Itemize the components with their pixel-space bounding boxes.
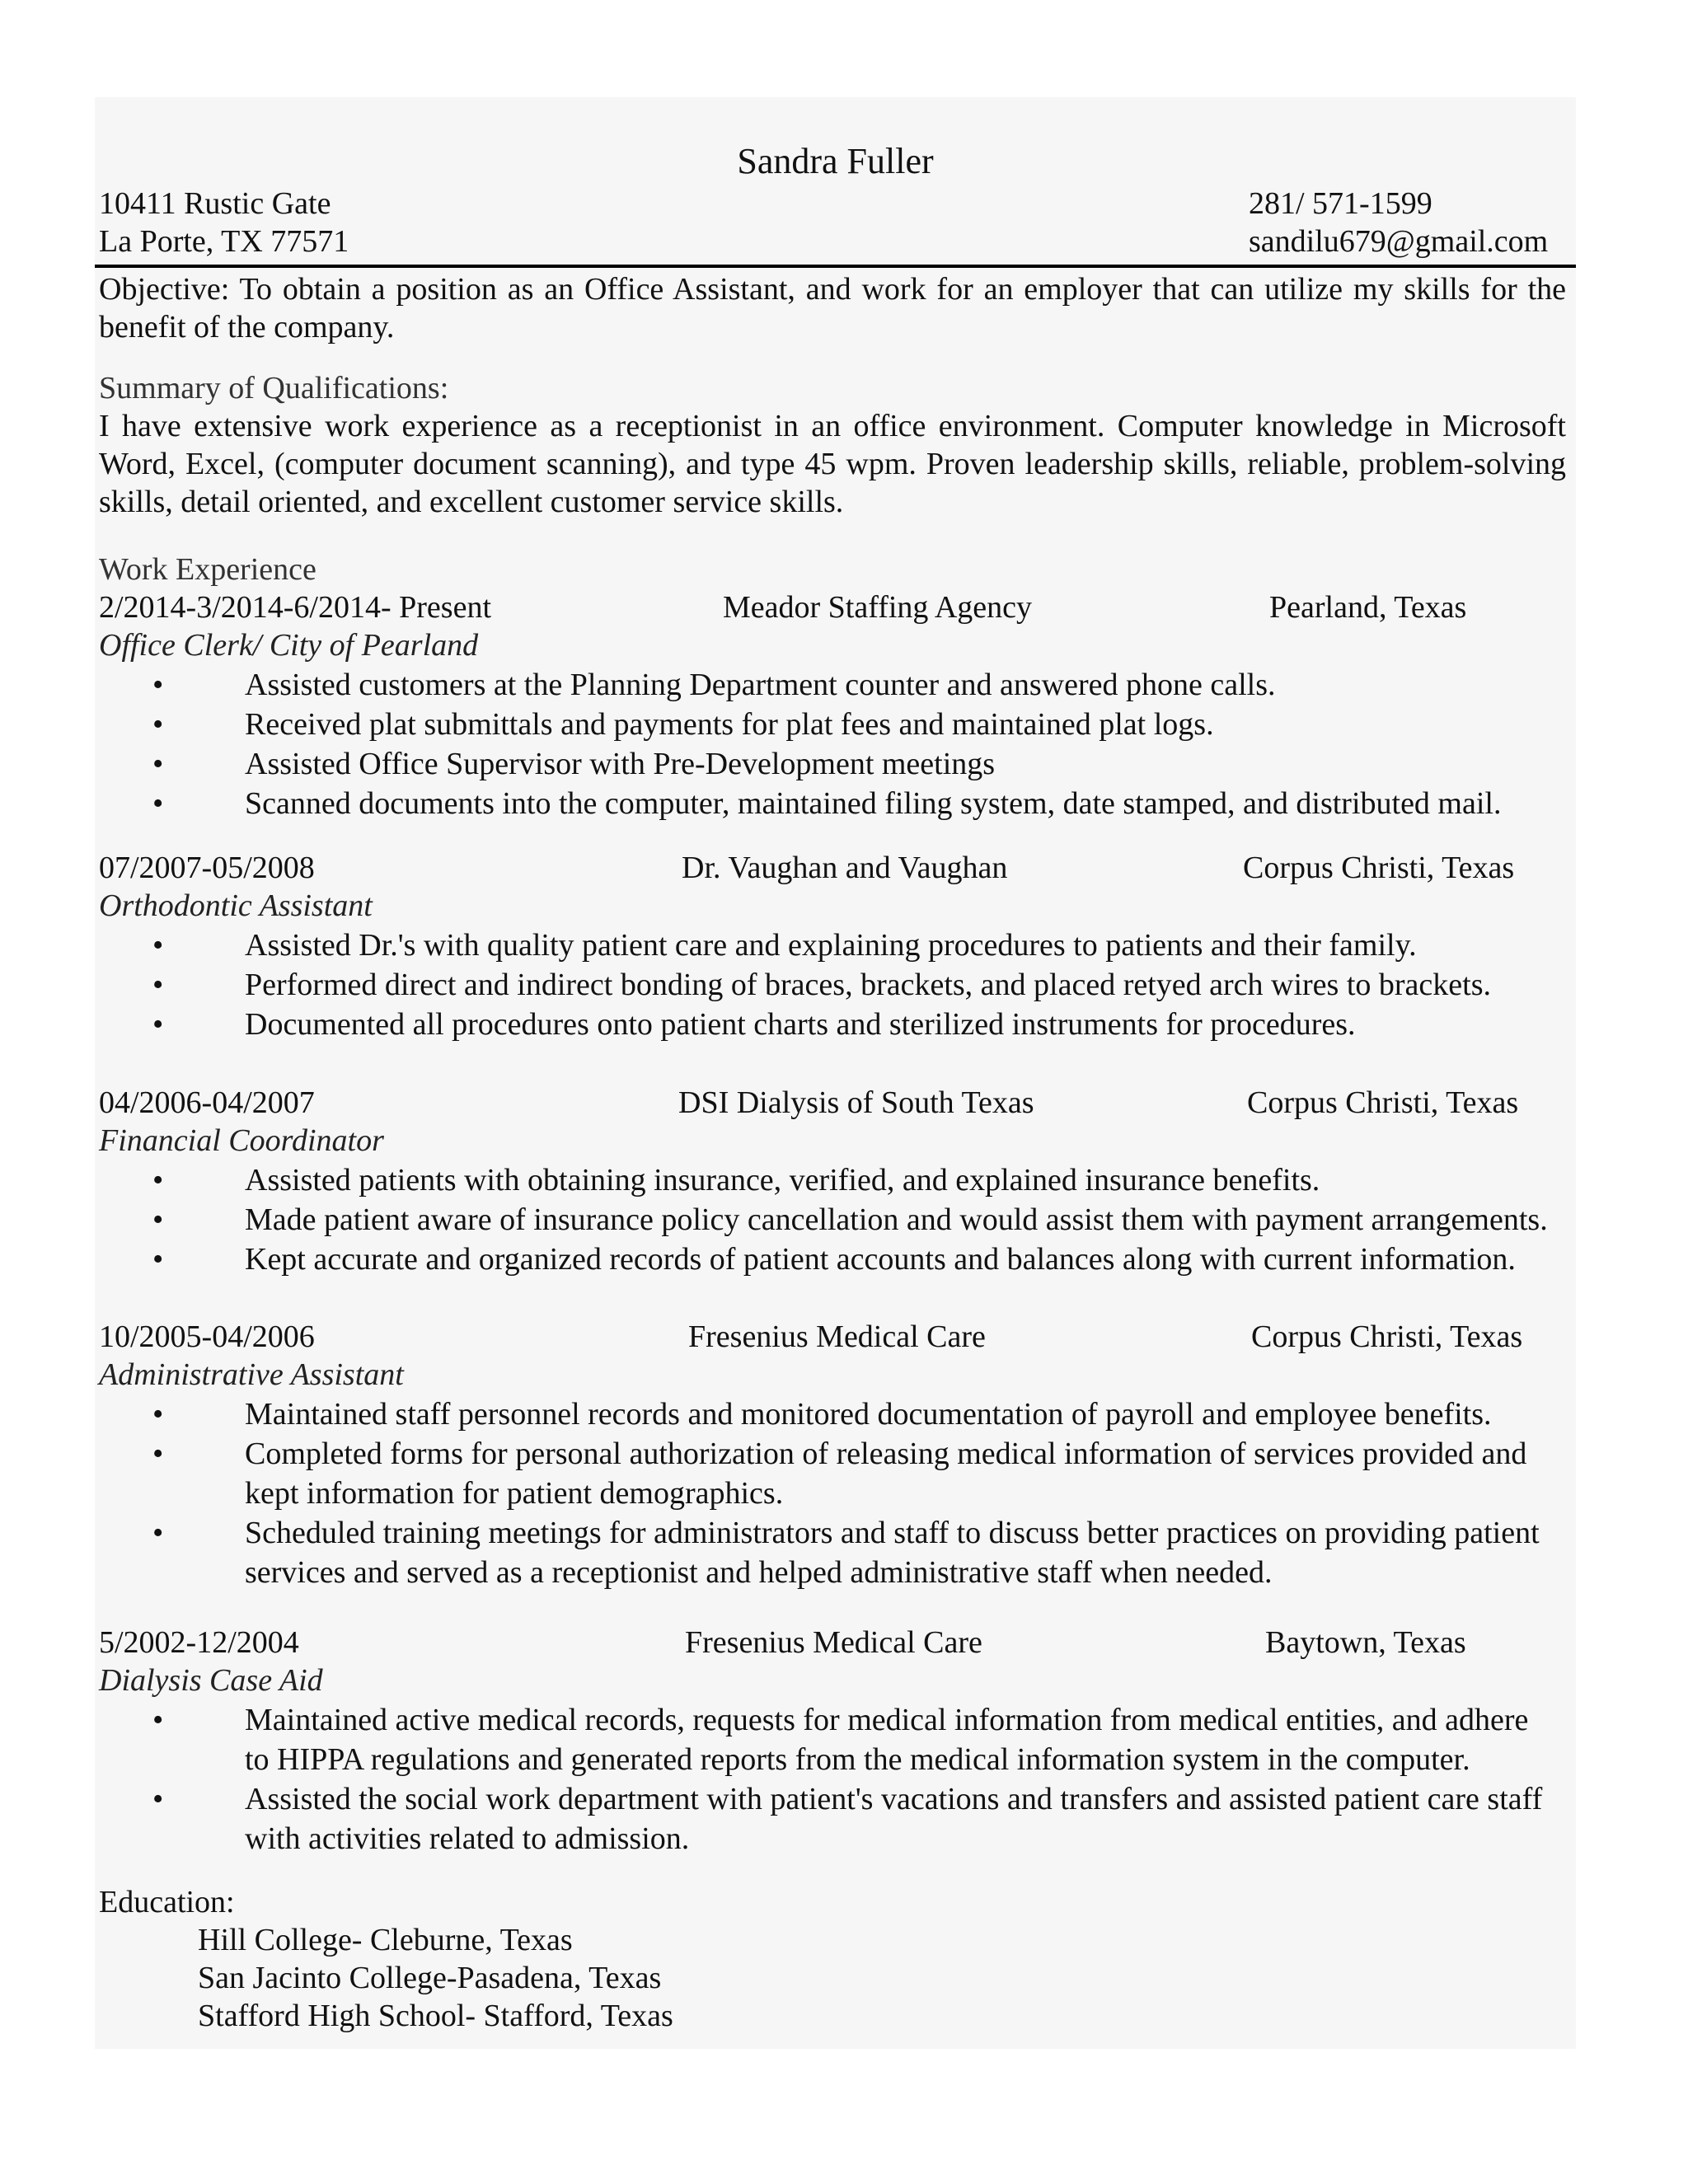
bullet-icon: • [152, 1202, 164, 1237]
job-title: Financial Coordinator [99, 1123, 384, 1158]
job-location: Corpus Christi, Texas [1251, 1319, 1523, 1354]
job-title: Orthodontic Assistant [99, 888, 373, 923]
list-item: • Maintained active medical records, requests for medical information from medical entities, and adhere to HIPPA regulations and generated reports from the medical information system in the computer. [144, 1700, 1554, 1779]
summary-text: I have extensive work experience as a receptionist in an office environment. Computer knowledge in Microsoft Word, Excel, (computer document scanning), and type 45 wpm. Proven leadership skills, reliable, problem-solving skills, detail oriented, and excellent customer service skills. [99, 409, 1566, 519]
job-location: Baytown, Texas [1265, 1625, 1466, 1660]
school-item: Hill College- Cleburne, Texas [198, 1923, 573, 1957]
bullet-icon: • [152, 1436, 164, 1471]
bullet-icon: • [152, 928, 164, 963]
bullet-icon: • [152, 707, 164, 742]
bullet-icon: • [152, 1242, 164, 1277]
job-duties-list [144, 1394, 1554, 1592]
education-heading: Education: [99, 1885, 235, 1919]
list-item: • Scheduled training meetings for administrators and staff to discuss better practices on providing patient services and served as a receptionist and helped administrative staff when needed. [144, 1513, 1554, 1592]
work-experience-heading: Work Experience [99, 552, 316, 587]
school-item: Stafford High School- Stafford, Texas [198, 1999, 673, 2033]
school-item: San Jacinto College-Pasadena, Texas [198, 1961, 662, 1995]
job-duties-list [144, 1160, 1554, 1279]
bullet-icon: • [152, 668, 164, 702]
email-address: sandilu679@gmail.com [1249, 224, 1549, 259]
job-dates: 2/2014-3/2014-6/2014- Present [99, 590, 492, 625]
list-item: • Kept accurate and organized records of patient accounts and balances along with current information. [144, 1240, 1554, 1279]
job-location: Corpus Christi, Texas [1247, 1085, 1519, 1120]
job-location: Pearland, Texas [1269, 590, 1467, 625]
job-dates: 10/2005-04/2006 [99, 1319, 315, 1354]
objective-text: Objective: To obtain a position as an Office Assistant, and work for an employer that can utilize my skills for the benefit of the company. [99, 272, 1566, 344]
list-item: • Maintained staff personnel records and monitored documentation of payroll and employee benefits. [144, 1394, 1554, 1434]
job-title: Office Clerk/ City of Pearland [99, 628, 479, 663]
header-divider [95, 265, 1576, 268]
job-employer: DSI Dialysis of South Texas [678, 1085, 1034, 1120]
list-item: • Made patient aware of insurance policy cancellation and would assist them with payment arrangements. [144, 1200, 1554, 1240]
list-item: • Received plat submittals and payments for plat fees and maintained plat logs. [144, 705, 1554, 744]
address-line-2: La Porte, TX 77571 [99, 224, 349, 259]
bullet-icon: • [152, 1397, 164, 1432]
job-employer: Dr. Vaughan and Vaughan [682, 851, 1008, 885]
summary-heading: Summary of Qualifications: [99, 371, 449, 405]
list-item: • Documented all procedures onto patient charts and sterilized instruments for procedures. [144, 1005, 1554, 1044]
job-duties-list [144, 665, 1554, 823]
job-dates: 04/2006-04/2007 [99, 1085, 315, 1120]
job-title: Administrative Assistant [99, 1357, 404, 1392]
candidate-name: Sandra Fuller [737, 141, 934, 181]
job-title: Dialysis Case Aid [99, 1663, 323, 1698]
resume-page [95, 97, 1576, 2049]
bullet-icon: • [152, 1782, 164, 1816]
phone-number: 281/ 571-1599 [1249, 186, 1432, 221]
job-employer: Fresenius Medical Care [688, 1319, 986, 1354]
list-item: • Scanned documents into the computer, maintained filing system, date stamped, and distributed mail. [144, 784, 1554, 823]
bullet-icon: • [152, 1007, 164, 1042]
job-duties-list [144, 1700, 1554, 1858]
bullet-icon: • [152, 1516, 164, 1550]
bullet-icon: • [152, 1163, 164, 1197]
bullet-icon: • [152, 747, 164, 781]
list-item: • Assisted patients with obtaining insurance, verified, and explained insurance benefits. [144, 1160, 1554, 1200]
job-employer: Meador Staffing Agency [723, 590, 1032, 625]
job-dates: 07/2007-05/2008 [99, 851, 315, 885]
list-item: • Assisted Office Supervisor with Pre-Development meetings [144, 744, 1554, 784]
bullet-icon: • [152, 968, 164, 1002]
list-item: • Assisted customers at the Planning Department counter and answered phone calls. [144, 665, 1554, 705]
list-item: • Completed forms for personal authorization of releasing medical information of services provided and kept information for patient demographics. [144, 1434, 1554, 1513]
list-item: • Performed direct and indirect bonding of braces, brackets, and placed retyed arch wires to brackets. [144, 965, 1554, 1005]
job-duties-list [144, 926, 1554, 1044]
job-location: Corpus Christi, Texas [1243, 851, 1515, 885]
list-item: • Assisted the social work department with patient's vacations and transfers and assisted patient care staff with activities related to admission. [144, 1779, 1554, 1858]
bullet-icon: • [152, 1703, 164, 1737]
bullet-icon: • [152, 786, 164, 821]
job-employer: Fresenius Medical Care [685, 1625, 982, 1660]
address-line-1: 10411 Rustic Gate [99, 186, 331, 221]
list-item: • Assisted Dr.'s with quality patient care and explaining procedures to patients and their family. [144, 926, 1554, 965]
job-dates: 5/2002-12/2004 [99, 1625, 299, 1660]
